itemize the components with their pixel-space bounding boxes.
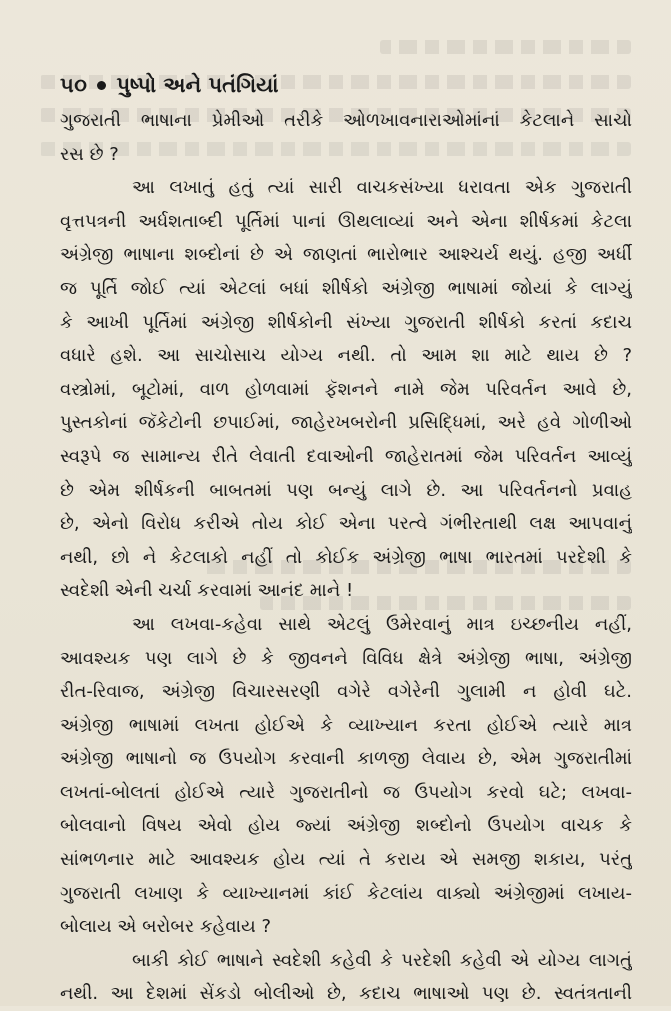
text-line: ગુજરાતી ભાષાના પ્રેમીઓ તરીકે ઓળખાવનારાઓમાંનાં કેટલાને સાચો — [60, 110, 632, 131]
text-line: બાકી કોઈ ભાષાને સ્વદેશી કહેવી કે પરદેશી કહેવી એ યોગ્ય લાગતું — [132, 949, 632, 971]
text-line: અંગ્રેજી ભાષાનો જ ઉપયોગ કરવાની કાળજી લેવાય છે, એમ ગુજરાતીમાં — [60, 748, 632, 770]
text-line: આ લખવા-કહેવા સાથે એટલું ઉમેરવાનું માત્ર ઇચ્છનીય નહીં, — [132, 613, 632, 635]
bullet-icon — [97, 81, 106, 90]
text-line: વૃત્તપત્રની અર્ધશતાબ્દી પૂર્તિમાં પાનાં ઊથલાવ્યાં અને એના શીર્ષકમાં કેટલા — [60, 210, 632, 232]
text-line: આ લખાતું હતું ત્યાં સારી વાચકસંખ્યા ધરાવતા એક ગુજરાતી — [132, 177, 632, 199]
running-title: પુષ્પો અને પતંગિયાં — [116, 72, 279, 97]
text-line: નથી. આ દેશમાં સેંકડો બોલીઓ છે, કદાચ ભાષાઓ પણ છે. સ્વતંત્રતાની — [60, 983, 632, 1005]
text-line: રીત-રિવાજ, અંગ્રેજી વિચારસરણી વગેરે વગેરેની ગુલામી ન હોવી ઘટે. — [60, 681, 632, 703]
text-line: સ્વદેશી એની ચર્ચા કરવામાં આનંદ માને ! — [60, 580, 354, 602]
text-line: અંગ્રેજી ભાષાના શબ્દોનાં છે એ જાણતાં ભારોભાર આશ્ચર્ય થયું. હજી અર્ધી — [60, 244, 632, 266]
text-line: વધારે હશે. આ સાચોસાચ યોગ્ય નથી. તો આમ શા માટે થાય છે ? — [60, 345, 632, 367]
text-line: જ પૂર્તિ જોઈ ત્યાં એટલાં બધાં શીર્ષકો અંગ્રેજી ભાષામાં જોયાં કે લાગ્યું — [60, 277, 632, 299]
text-line: આવશ્યક પણ લાગે છે કે જીવનને વિવિધ ક્ષેત્રે અંગ્રેજી ભાષા, અંગ્રેજી — [60, 647, 632, 669]
text-line: છે એમ શીર્ષકની બાબતમાં પણ બન્યું લાગે છે. આ પરિવર્તનનો પ્રવાહ — [60, 479, 632, 501]
text-line: અંગ્રેજી ભાષામાં લખતા હોઈએ કે વ્યાખ્યાન કરતા હોઈએ ત્યારે માત્ર — [60, 714, 632, 736]
text-line: પુસ્તકોનાં જૅકેટોની છપાઈમાં, જાહેરખબરોની પ્રસિદ્ધિમાં, અરે હવે ગોળીઓ — [60, 412, 632, 434]
text-line: સ્વરૂપે જ સામાન્ય રીતે લેવાતી દવાઓની જાહેરાતમાં જેમ પરિવર્તન આવ્યું — [60, 445, 632, 467]
text-line: સાંભળનાર માટે આવશ્યક હોય ત્યાં તે કરાય એ સમજી શકાય, પરંતુ — [60, 849, 632, 871]
text-line: રસ છે ? — [60, 143, 119, 165]
text-line: ગુજરાતી લખાણ કે વ્યાખ્યાનમાં કાંઈ કેટલાંય વાક્યો અંગ્રેજીમાં લખાય- — [60, 882, 632, 904]
text-line: લખતાં-બોલતાં હોઈએ ત્યારે ગુજરાતીનો જ ઉપયોગ કરવો ઘટે; લખવા- — [60, 781, 632, 803]
text-line: બોલવાનો વિષય એવો હોય જ્યાં અંગ્રેજી શબ્દોનો ઉપયોગ વાચક કે — [60, 815, 632, 837]
page-number: ૫૦ — [60, 72, 88, 97]
text-line: છે, એનો વિરોધ કરીએ તોય કોઈ એના પરત્વે ગંભીરતાથી લક્ષ આપવાનું — [60, 513, 632, 535]
text-line: બોલાય એ બરોબર કહેવાય ? — [60, 916, 272, 938]
text-line: વસ્ત્રોમાં, બૂટોમાં, વાળ હોળવામાં ફૅશનને નામે જેમ પરિવર્તન આવે છે, — [60, 378, 632, 400]
running-header — [60, 70, 279, 100]
text-line: કે આખી પૂર્તિમાં અંગ્રેજી શીર્ષકોની સંખ્યા ગુજરાતી શીર્ષકો કરતાં કદાચ — [60, 311, 632, 333]
body-text — [60, 104, 632, 1011]
text-line: નથી, છો ને કેટલાકો નહીં તો કોઈક અંગ્રેજી ભાષા ભારતમાં પરદેશી કે — [60, 546, 632, 568]
